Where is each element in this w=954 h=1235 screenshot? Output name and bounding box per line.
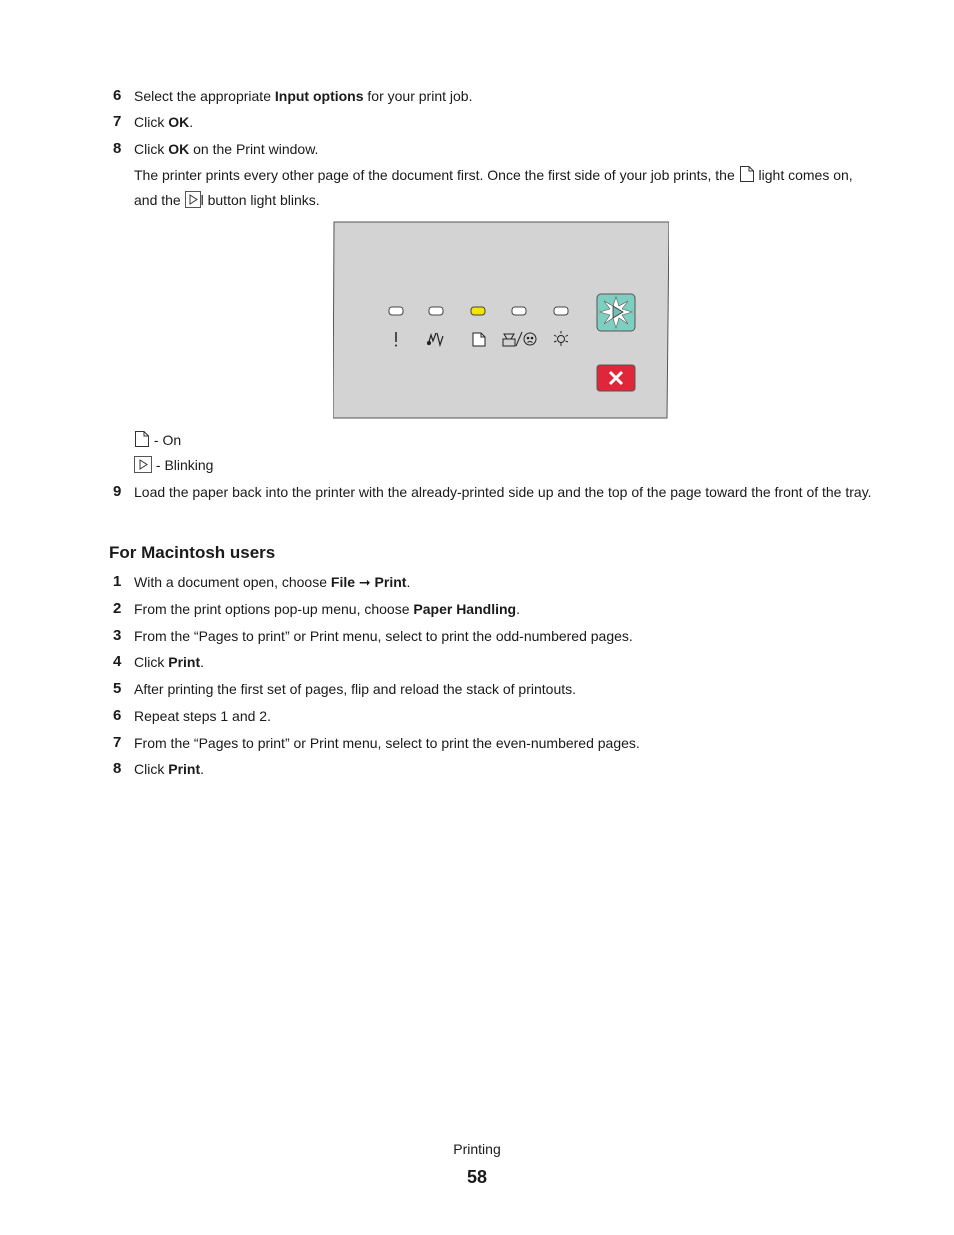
- step-text: [134, 572, 879, 592]
- step-text-bold: Print: [168, 654, 201, 670]
- continue-icon: [185, 191, 201, 214]
- step-text: Load the paper back into the printer with the already-printed side up and the top of the page toward the front of the tray.: [134, 484, 872, 500]
- step-number: 2: [113, 600, 122, 617]
- step-number: 1: [113, 573, 122, 590]
- arrow-icon: ➞: [355, 574, 375, 590]
- load-paper-icon: [134, 430, 150, 453]
- step-text: [134, 139, 879, 159]
- load-paper-light: [471, 307, 485, 315]
- step-text-post: .: [189, 114, 194, 130]
- error-light: [389, 307, 403, 315]
- step-text-bold: Print: [374, 574, 407, 590]
- step-text-bold: File: [330, 574, 356, 590]
- step-text-bold: OK: [168, 114, 190, 130]
- step-number: 7: [113, 113, 122, 130]
- cancel-button: [597, 365, 635, 391]
- legend-blinking-label: - Blinking: [155, 457, 214, 473]
- step-text-pre: Click: [134, 141, 169, 157]
- step-text: [134, 86, 879, 106]
- ready-light: [554, 307, 568, 315]
- para-text-3: l button light blinks.: [200, 192, 320, 208]
- step-text: [134, 733, 879, 753]
- step-number: 8: [113, 140, 122, 157]
- step-number: 9: [113, 483, 122, 500]
- section-heading: For Macintosh users: [109, 543, 276, 562]
- step-text-bold: Paper Handling: [413, 601, 517, 617]
- step-text-post: .: [200, 761, 205, 777]
- step-text: [134, 652, 879, 672]
- step-text-pre: After printing the first set of pages, flip and reload the stack of printouts.: [134, 681, 577, 697]
- step-number: 8: [113, 760, 122, 777]
- legend-blinking: [134, 455, 213, 478]
- step-text: [134, 599, 879, 619]
- printer-control-panel: [333, 221, 669, 419]
- step-number: 5: [113, 680, 122, 697]
- step-text: [134, 706, 879, 726]
- step-text-bold: Print: [168, 761, 201, 777]
- step-text-post: .: [406, 574, 411, 590]
- step-text: [134, 759, 879, 779]
- step-text-pre: Click: [134, 761, 169, 777]
- step-text-post: .: [200, 654, 205, 670]
- step-text-bold: OK: [168, 141, 190, 157]
- step-text-post: .: [516, 601, 520, 617]
- load-paper-icon: [739, 165, 755, 189]
- legend-on-label: - On: [153, 432, 182, 448]
- step-text: [134, 626, 879, 646]
- step-text-pre: From the “Pages to print” or Print menu, select to print the odd-numbered pages.: [134, 628, 633, 644]
- step-text: [134, 679, 879, 699]
- step-text-pre: With a document open, choose: [134, 574, 331, 590]
- para-text-2: light comes on, and the: [134, 167, 853, 208]
- step-text-post: on the Print window.: [189, 141, 319, 157]
- paper-jam-light: [429, 307, 443, 315]
- continue-button: [597, 294, 635, 331]
- page-number: 58: [466, 1167, 488, 1187]
- description-paragraph: [134, 164, 879, 214]
- step-text-bold: Input options: [274, 88, 364, 104]
- continue-icon: [134, 456, 152, 478]
- step-number: 6: [113, 87, 122, 104]
- step-text-pre: From the print options pop-up menu, choose: [134, 601, 414, 617]
- legend-on: [134, 430, 181, 453]
- footer-section-title: Printing: [453, 1141, 501, 1157]
- step-number: 3: [113, 627, 122, 644]
- step-text-pre: Click: [134, 654, 169, 670]
- step-text-pre: Select the appropriate: [134, 88, 275, 104]
- step-text: [134, 112, 879, 132]
- step-text-pre: Repeat steps 1 and 2.: [134, 708, 271, 724]
- para-text-1: The printer prints every other page of the document first. Once the first side of your job prints, the: [134, 167, 739, 183]
- step-text-post: for your print job.: [363, 88, 473, 104]
- toner-light: [512, 307, 526, 315]
- step-number: 6: [113, 707, 122, 724]
- step-text-pre: From the “Pages to print” or Print menu, select to print the even-numbered pages.: [134, 735, 640, 751]
- step-text-pre: Click: [134, 114, 169, 130]
- step-number: 4: [113, 653, 122, 670]
- step-number: 7: [113, 734, 122, 751]
- load-paper-icon: [473, 333, 485, 346]
